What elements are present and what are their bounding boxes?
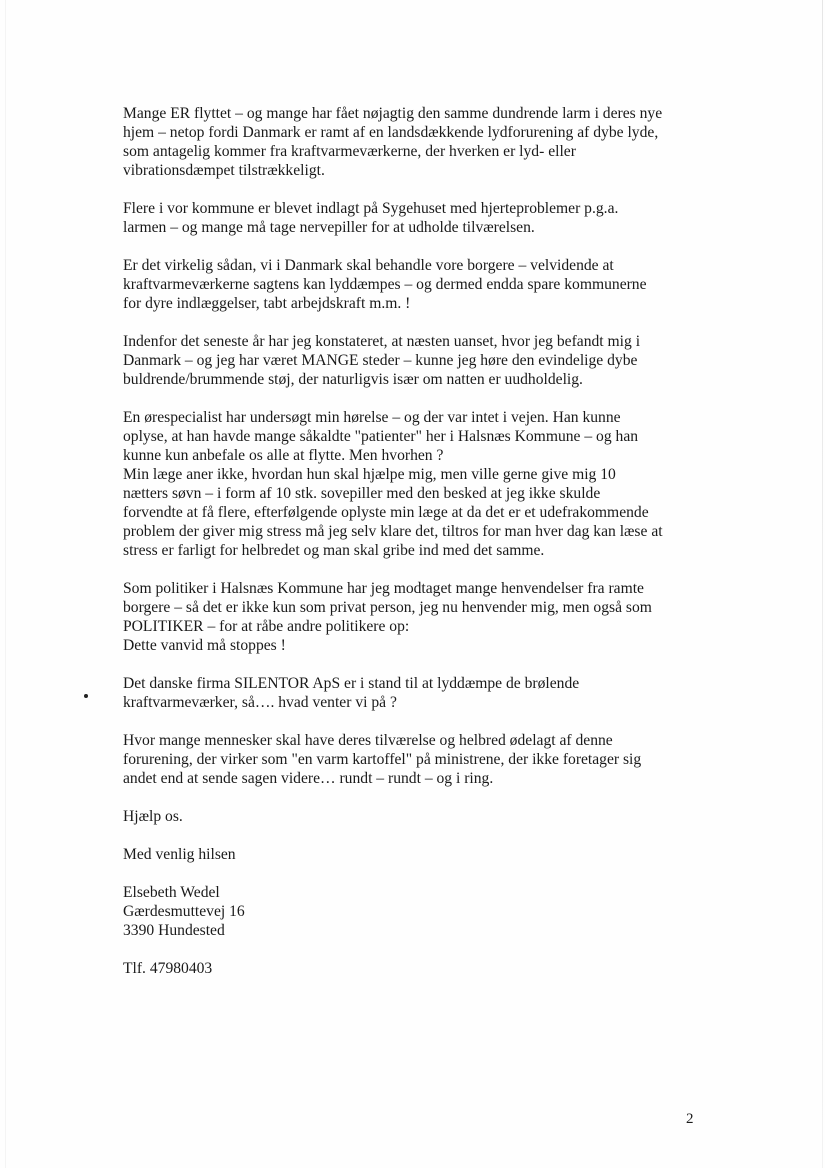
sender-street: Gærdesmuttevej 16: [123, 903, 245, 920]
paragraph-silentor: [123, 674, 713, 712]
paragraph-hospitalized: [123, 199, 713, 237]
text-line: nætters søvn – i form af 10 stk. sovepiller med den besked at jeg ikke skulde: [123, 485, 601, 502]
text-line: Hjælp os.: [123, 808, 183, 825]
scan-edge-right: [822, 0, 823, 1168]
scan-edge-left: [5, 0, 6, 1168]
text-line: Min læge aner ikke, hvordan hun skal hjælpe mig, men ville gerne give mig 10: [123, 466, 616, 483]
paragraph-treat-citizens: [123, 256, 713, 313]
sender-address: [123, 883, 713, 940]
text-line: andet end at sende sagen videre… rundt – rundt – og i ring.: [123, 770, 494, 787]
text-line: POLITIKER – for at råbe andre politikere op:: [123, 618, 410, 635]
text-line: borgere – så det er ikke kun som privat person, jeg nu henvender mig, men også som: [123, 599, 652, 616]
sender-name: Elsebeth Wedel: [123, 884, 220, 901]
text-line: Som politiker i Halsnæs Kommune har jeg modtaget mange henvendelser fra ramte: [123, 580, 644, 597]
text-line: kraftvarmeværker, så…. hvad venter vi på ?: [123, 694, 397, 711]
text-line: forurening, der virker som "en varm kartoffel" på ministrene, der ikke foretager sig: [123, 751, 642, 768]
text-line: hjem – netop fordi Danmark er ramt af en landsdækkende lydforurening af dybe lyde,: [123, 124, 659, 141]
text-line: Flere i vor kommune er blevet indlagt på Sygehuset med hjerteproblemer p.g.a.: [123, 200, 619, 217]
text-line: kunne kun anbefale os alle at flytte. Men hvorhen ?: [123, 447, 444, 464]
paragraph-how-many: [123, 731, 713, 788]
text-line: Indenfor det seneste år har jeg konstateret, at næsten uanset, hvor jeg befandt mig i: [123, 333, 641, 350]
paragraph-help-us: [123, 807, 713, 826]
text-line: Med venlig hilsen: [123, 846, 236, 863]
text-line: buldrende/brummende støj, der naturligvis især om natten er uudholdelig.: [123, 371, 583, 388]
text-line: for dyre indlæggelser, tabt arbejdskraft m.m. !: [123, 295, 411, 312]
sender-phone: [123, 959, 713, 978]
text-line: larmen – og mange må tage nervepiller for at udholde tilværelsen.: [123, 219, 535, 236]
text-line: Mange ER flyttet – og mange har fået nøjagtig den samme dundrende larm i deres nye: [123, 105, 663, 122]
paragraph-moved-residents: [123, 104, 713, 180]
text-line: stress er farligt for helbredet og man skal gribe ind med det samme.: [123, 542, 545, 559]
text-line: Hvor mange mennesker skal have deres tilværelse og helbred ødelagt af denne: [123, 732, 613, 749]
margin-bullet-mark: [84, 694, 88, 698]
paragraph-politician: [123, 579, 713, 655]
paragraph-past-year: [123, 332, 713, 389]
page-number: 2: [686, 1111, 694, 1127]
closing-salutation: [123, 845, 713, 864]
text-line: problem der giver mig stress må jeg selv klare det, tiltros for man hver dag kan læse at: [123, 523, 663, 540]
text-line: Danmark – og jeg har været MANGE steder – kunne jeg høre den evindelige dybe: [123, 352, 638, 369]
text-line: En ørespecialist har undersøgt min hørelse – og der var intet i vejen. Han kunne: [123, 409, 621, 426]
sender-city: 3390 Hundested: [123, 922, 225, 939]
text-line: kraftvarmeværkerne sagtens kan lyddæmpes – og dermed endda spare kommunerne: [123, 276, 647, 293]
text-line: Dette vanvid må stoppes !: [123, 637, 286, 654]
letter-body: [123, 104, 713, 997]
text-line: Det danske firma SILENTOR ApS er i stand til at lyddæmpe de brølende: [123, 675, 580, 692]
text-line: Tlf. 47980403: [123, 960, 213, 977]
text-line: som antagelig kommer fra kraftvarmeværkerne, der hverken er lyd- eller: [123, 143, 576, 160]
text-line: Er det virkelig sådan, vi i Danmark skal behandle vore borgere – velvidende at: [123, 257, 614, 274]
text-line: oplyse, at han havde mange såkaldte "patienter" her i Halsnæs Kommune – og han: [123, 428, 639, 445]
text-line: vibrationsdæmpet tilstrækkeligt.: [123, 162, 325, 179]
text-line: forvendte at få flere, efterfølgende oplyste min læge at da det er et udefrakommende: [123, 504, 649, 521]
paragraph-ear-specialist: [123, 408, 713, 560]
